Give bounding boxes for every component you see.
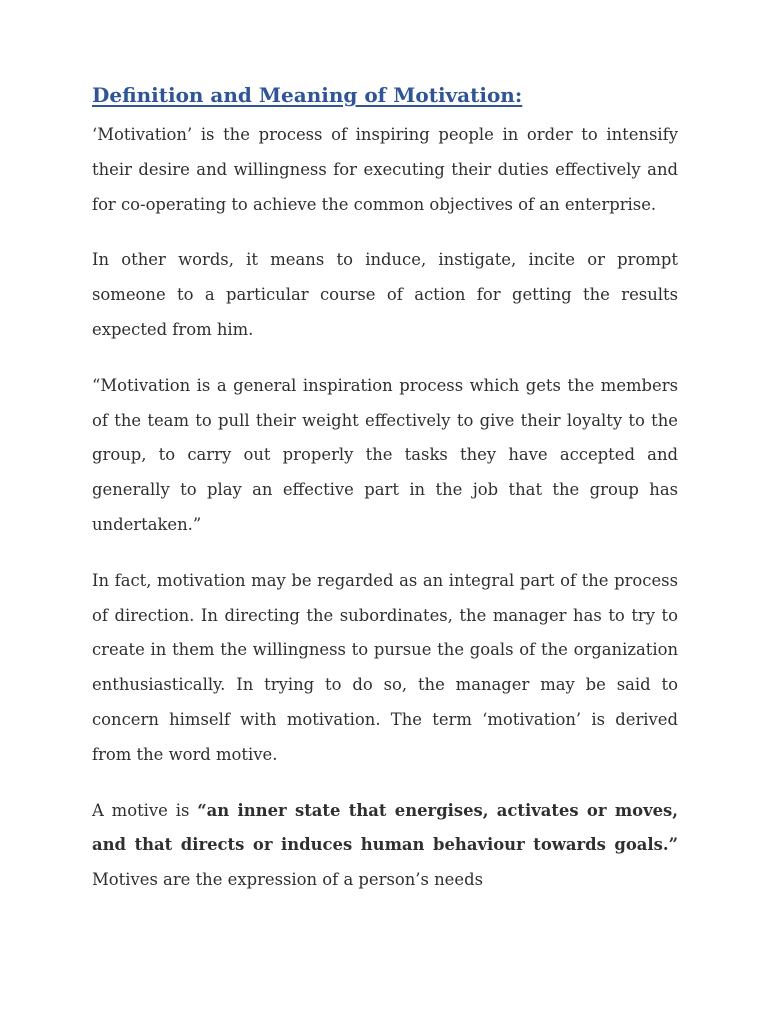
paragraph-direction: In fact, motivation may be regarded as an integral part of the process of direction. In directing the subordinates, the manager has to try to create in them the willingness to pursue the goals of the organization enthusiastically. In trying to do so, the manager may be said to concern himself with motivation. The term ‘motivation’ is derived from the word motive. (92, 570, 678, 764)
paragraph-quote: “Motivation is a general inspiration process which gets the members of the team to pull their weight effectively to give their loyalty to the group, to carry out properly the tasks they have accepted and generally to play an effective part in the job that the group has undertaken.” (92, 375, 678, 534)
motive-definition-bold: “an inner state that energises, activates or moves, and that directs or induces human behaviour towards goals.” (92, 800, 678, 855)
motive-lead-text: A motive is (92, 800, 198, 820)
motive-tail-text: Motives are the expression of a person’s needs (92, 870, 483, 890)
paragraph-motive (92, 794, 678, 898)
page-title: Definition and Meaning of Motivation: (92, 83, 523, 107)
paragraph-definition: ‘Motivation’ is the process of inspiring people in order to intensify their desire and willingness for executing their duties effectively and for co-operating to achieve the common objectives of an enterprise. (92, 125, 678, 214)
paragraph-other-words: In other words, it means to induce, instigate, incite or prompt someone to a particular course of action for getting the results expected from him. (92, 250, 678, 339)
document-page (92, 78, 678, 919)
